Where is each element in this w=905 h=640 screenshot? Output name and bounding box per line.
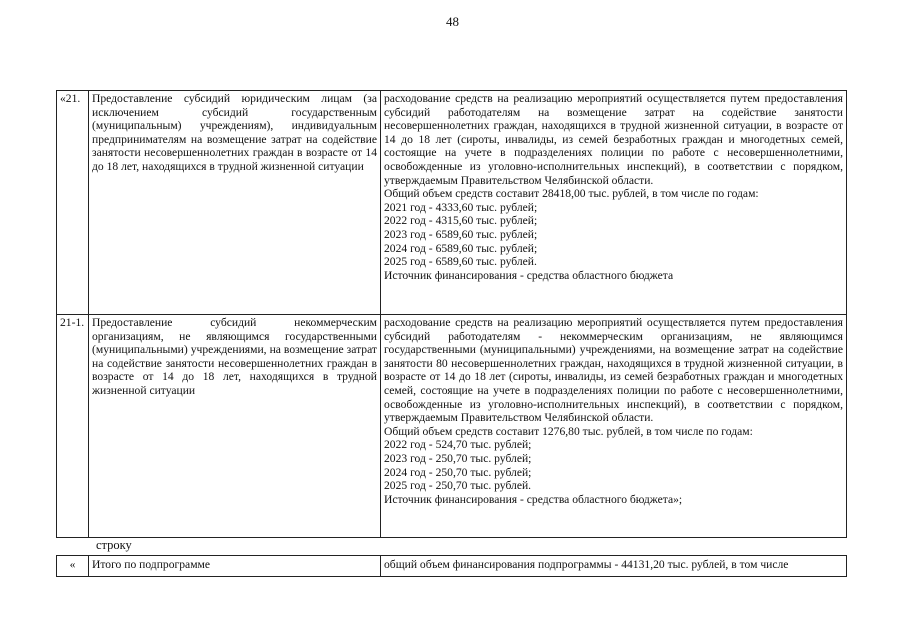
measure-description-cell [381,315,847,538]
measure-name: Предоставление субсидий некоммерческим организациям, не являющимся государственными (муниципальными) учреждениями, на возмещение затрат на содействие занятости несовершеннолетних граждан в возрасте от 14 до 18 лет, находящихся в трудной жизненной ситуации [89,315,381,538]
funding-year: 2024 год - 6589,60 тыс. рублей; [384,241,538,255]
total-table [56,555,847,577]
funding-year: 2023 год - 6589,60 тыс. рублей; [384,227,538,241]
funding-total: Общий объем средств составит 28418,00 тыс. рублей, в том числе по годам: [384,187,759,201]
row-number: «21. [57,91,89,315]
funding-year: 2023 год - 250,70 тыс. рублей; [384,451,532,465]
funding-year: 2025 год - 6589,60 тыс. рублей. [384,255,537,269]
measure-description-cell [381,91,847,315]
funding-total: Общий объем средств составит 1276,80 тыс. рублей, в том числе по годам: [384,424,753,438]
measure-description: расходование средств на реализацию мероприятий осуществляется путем предоставления субсидий работодателям - некоммерческим организациям, не являющимся государственными (муниципальными) учреждениями, на возмещение затрат на содействие занятости 80 несовершеннолетних граждан, находящихся в трудной жизненной ситуации, в возрасте от 14 до 18 лет (сироты, инвалиды, из семей безработных граждан и многодетных семей, состоящие на учете в подразделениях полиции по работе с несовершеннолетними, освобожденные из уголовно-исполнительных инспекций), в соответствии с порядком, утверждаемым Правительством Челябинской области. [384,316,843,425]
page-number: 48 [446,14,459,29]
funding-source: Источник финансирования - средства областного бюджета [384,268,674,282]
funding-year: 2024 год - 250,70 тыс. рублей; [384,465,532,479]
measure-description: расходование средств на реализацию мероприятий осуществляется путем предоставления субсидий работодателям на возмещение затрат на содействие занятости несовершеннолетних граждан, находящихся в трудной жизненной ситуации, в возрасте от 14 до 18 лет (сироты, инвалиды, из семей безработных граждан и многодетных семей, состоящие на учете в подразделениях полиции по работе с несовершеннолетними, освобожденные из уголовно-исполнительных инспекций), в соответствии с порядком, утверждаемым Правительством Челябинской области. [384,92,843,187]
total-label: Итого по подпрограмме [89,556,381,577]
funding-year: 2022 год - 524,70 тыс. рублей; [384,438,532,452]
funding-year: 2021 год - 4333,60 тыс. рублей; [384,200,538,214]
transition-text: строку [96,538,132,552]
table-row [57,556,847,577]
row-number: « [57,556,89,577]
measure-name: Предоставление субсидий юридическим лицам (за исключением субсидий государственным (муниципальным) учреждениям), индивидуальным предпринимателям на возмещение затрат на содействие занятости несовершеннолетних граждан в возрасте от 14 до 18 лет, находящихся в трудной жизненной ситуации [89,91,381,315]
total-text: общий объем финансирования подпрограммы - 44131,20 тыс. рублей, в том числе [381,556,847,577]
funding-source: Источник финансирования - средства областного бюджета»; [384,492,683,506]
row-number: 21-1. [57,315,89,538]
funding-year: 2022 год - 4315,60 тыс. рублей; [384,214,538,228]
subsidy-table [56,90,847,538]
table-row [57,315,847,538]
table-row [57,91,847,315]
funding-year: 2025 год - 250,70 тыс. рублей. [384,479,532,493]
